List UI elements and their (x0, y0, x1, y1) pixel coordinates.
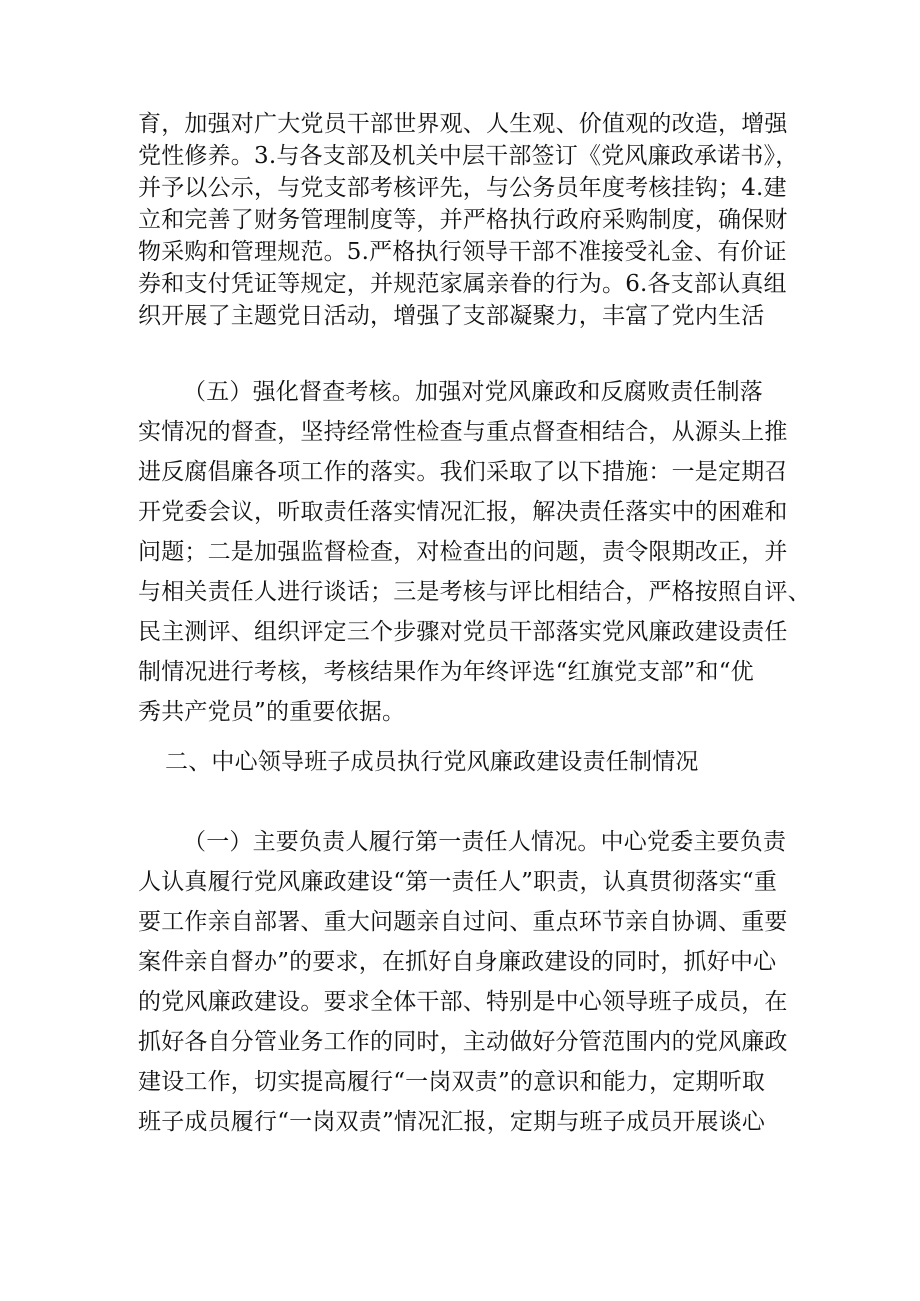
text-line: 实情况的督查，坚持经常性检查与重点督查相结合，从源头上推 (138, 419, 788, 445)
text-line: 秀共产党员”的重要依据。 (138, 699, 406, 725)
text-line: 问题；二是加强监督检查，对检查出的问题，责令限期改正，并 (138, 539, 788, 565)
text-line: 育，加强对广大党员干部世界观、人生观、价值观的改造，增强 (138, 111, 788, 137)
text-line: 人认真履行党风廉政建设“第一责任人”职责，认真贯彻落实“重 (138, 869, 778, 895)
text-line: 物采购和管理规范。5.严格执行领导干部不准接受礼金、有价证 (138, 239, 787, 265)
text-line: 班子成员履行“一岗双责”情况汇报，定期与班子成员开展谈心 (138, 1109, 766, 1135)
text-line: 开党委会议，听取责任落实情况汇报，解决责任落实中的困难和 (138, 499, 788, 525)
text-line: 并予以公示，与党支部考核评先，与公务员年度考核挂钩；4.建 (138, 175, 787, 201)
text-line: 制情况进行考核，考核结果作为年终评选“红旗党支部”和“优 (138, 659, 754, 685)
section-heading: 二、中心领导班子成员执行党风廉政建设责任制情况 (165, 749, 699, 775)
text-line: 与相关责任人进行谈话；三是考核与评比相结合，严格按照自评、 (138, 579, 811, 605)
text-line: 立和完善了财务管理制度等，并严格执行政府采购制度，确保财 (138, 207, 788, 233)
text-line: 进反腐倡廉各项工作的落实。我们采取了以下措施：一是定期召 (138, 459, 788, 485)
text-line: （五）强化督查考核。加强对党风廉政和反腐败责任制落 (183, 379, 763, 405)
text-line: 民主测评、组织评定三个步骤对党员干部落实党风廉政建设责任 (138, 619, 788, 645)
text-line: 党性修养。3.与各支部及机关中层干部签订《党风廉政承诺书》， (138, 143, 799, 169)
text-line: （一）主要负责人履行第一责任人情况。中心党委主要负责 (183, 829, 787, 855)
text-line: 要工作亲自部署、重大问题亲自过问、重点环节亲自协调、重要 (138, 909, 788, 935)
text-line: 织开展了主题党日活动，增强了支部凝聚力，丰富了党内生活 (138, 303, 765, 329)
text-line: 券和支付凭证等规定，并规范家属亲眷的行为。6.各支部认真组 (138, 271, 787, 297)
text-line: 的党风廉政建设。要求全体干部、特别是中心领导班子成员，在 (138, 989, 788, 1015)
text-line: 建设工作，切实提高履行“一岗双责”的意识和能力，定期听取 (138, 1069, 766, 1095)
text-line: 案件亲自督办”的要求，在抓好自身廉政建设的同时，抓好中心 (138, 949, 777, 975)
text-line: 抓好各自分管业务工作的同时，主动做好分管范围内的党风廉政 (138, 1029, 788, 1055)
